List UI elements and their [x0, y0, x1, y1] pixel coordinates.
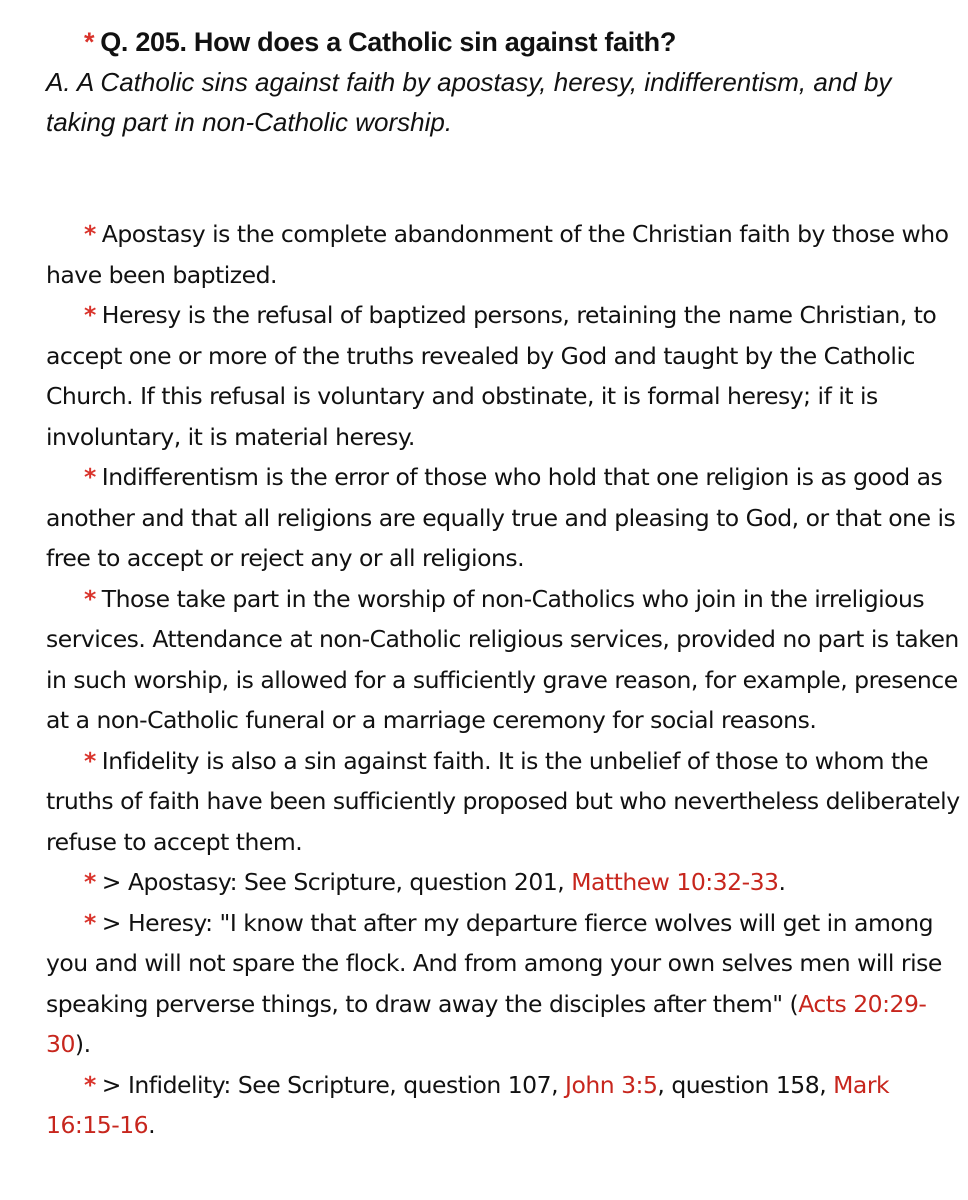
bullet-star: * — [84, 868, 96, 896]
scripture-middle: , question 158, — [657, 1070, 834, 1099]
bullet-star: * — [84, 301, 96, 329]
note-text: Heresy is the refusal of baptized persons, retaining the name Christian, to accept one or more of the truths revealed by God and taught by the Catholic Church. If this refusal is voluntary and obstinate, it is formal heresy; if it is involuntary, it is material heresy. — [46, 301, 937, 451]
question-text: Q. 205. How does a Catholic sin against faith? — [100, 27, 677, 57]
scripture-text: > Infidelity: See Scripture, question 107, — [101, 1070, 566, 1099]
scripture-link-acts[interactable]: Acts 20:29-30 — [46, 989, 927, 1058]
scripture-text: > Apostasy: See Scripture, question 201, — [101, 868, 572, 896]
note-text: Infidelity is also a sin against faith. It is the unbelief of those to whom the truths of faith have been sufficiently proposed but who nevertheless deliberately refuse to accept them. — [46, 746, 960, 856]
scripture-link-mark[interactable]: Mark 16:15-16 — [46, 1070, 890, 1139]
bullet-star: * — [84, 220, 96, 248]
note-text: Indifferentism is the error of those who hold that one religion is as good as another and that all religions are equally true and pleasing to God, or that one is free to accept or reject any or all religions. — [46, 463, 956, 572]
scripture-apostasy — [46, 862, 962, 903]
bullet-star: * — [84, 746, 96, 775]
scripture-heresy — [46, 903, 962, 1065]
scripture-link-matthew[interactable]: Matthew 10:32-33 — [571, 868, 779, 896]
question-heading — [46, 22, 962, 62]
note-heresy — [46, 295, 962, 457]
scripture-suffix: . — [148, 1111, 156, 1139]
bullet-star: * — [84, 584, 96, 613]
bullet-star: * — [84, 27, 95, 57]
note-worship — [46, 579, 962, 741]
scripture-suffix: ). — [74, 1030, 91, 1058]
explanation-notes — [46, 214, 962, 1146]
note-indifferentism — [46, 457, 962, 579]
scripture-suffix: . — [778, 868, 786, 896]
scripture-link-john[interactable]: John 3:5 — [565, 1070, 658, 1099]
note-apostasy — [46, 214, 962, 295]
note-text: Those take part in the worship of non-Catholics who join in the irreligious services. Attendance at non-Catholic religious services, provided no part is taken in such worship, is allowed for a sufficiently grave reason, for example, presence at a non-Catholic funeral or a marriage ceremony for social reasons. — [46, 584, 959, 734]
note-text: Apostasy is the complete abandonment of the Christian faith by those who have been baptized. — [46, 220, 949, 289]
catechism-page — [46, 22, 962, 1146]
note-infidelity — [46, 741, 962, 863]
answer-text: A. A Catholic sins against faith by apostasy, heresy, indifferentism, and by taking part in non-Catholic worship. — [46, 67, 892, 137]
bullet-star: * — [84, 908, 96, 937]
scripture-infidelity — [46, 1065, 962, 1146]
bullet-star: * — [84, 1070, 96, 1099]
scripture-text: > Heresy: "I know that after my departure fierce wolves will get in among you and will not spare the flock. And from among your own selves men will rise speaking perverse things, to draw away the disciples after them" ( — [46, 908, 942, 1018]
bullet-star: * — [84, 463, 96, 491]
